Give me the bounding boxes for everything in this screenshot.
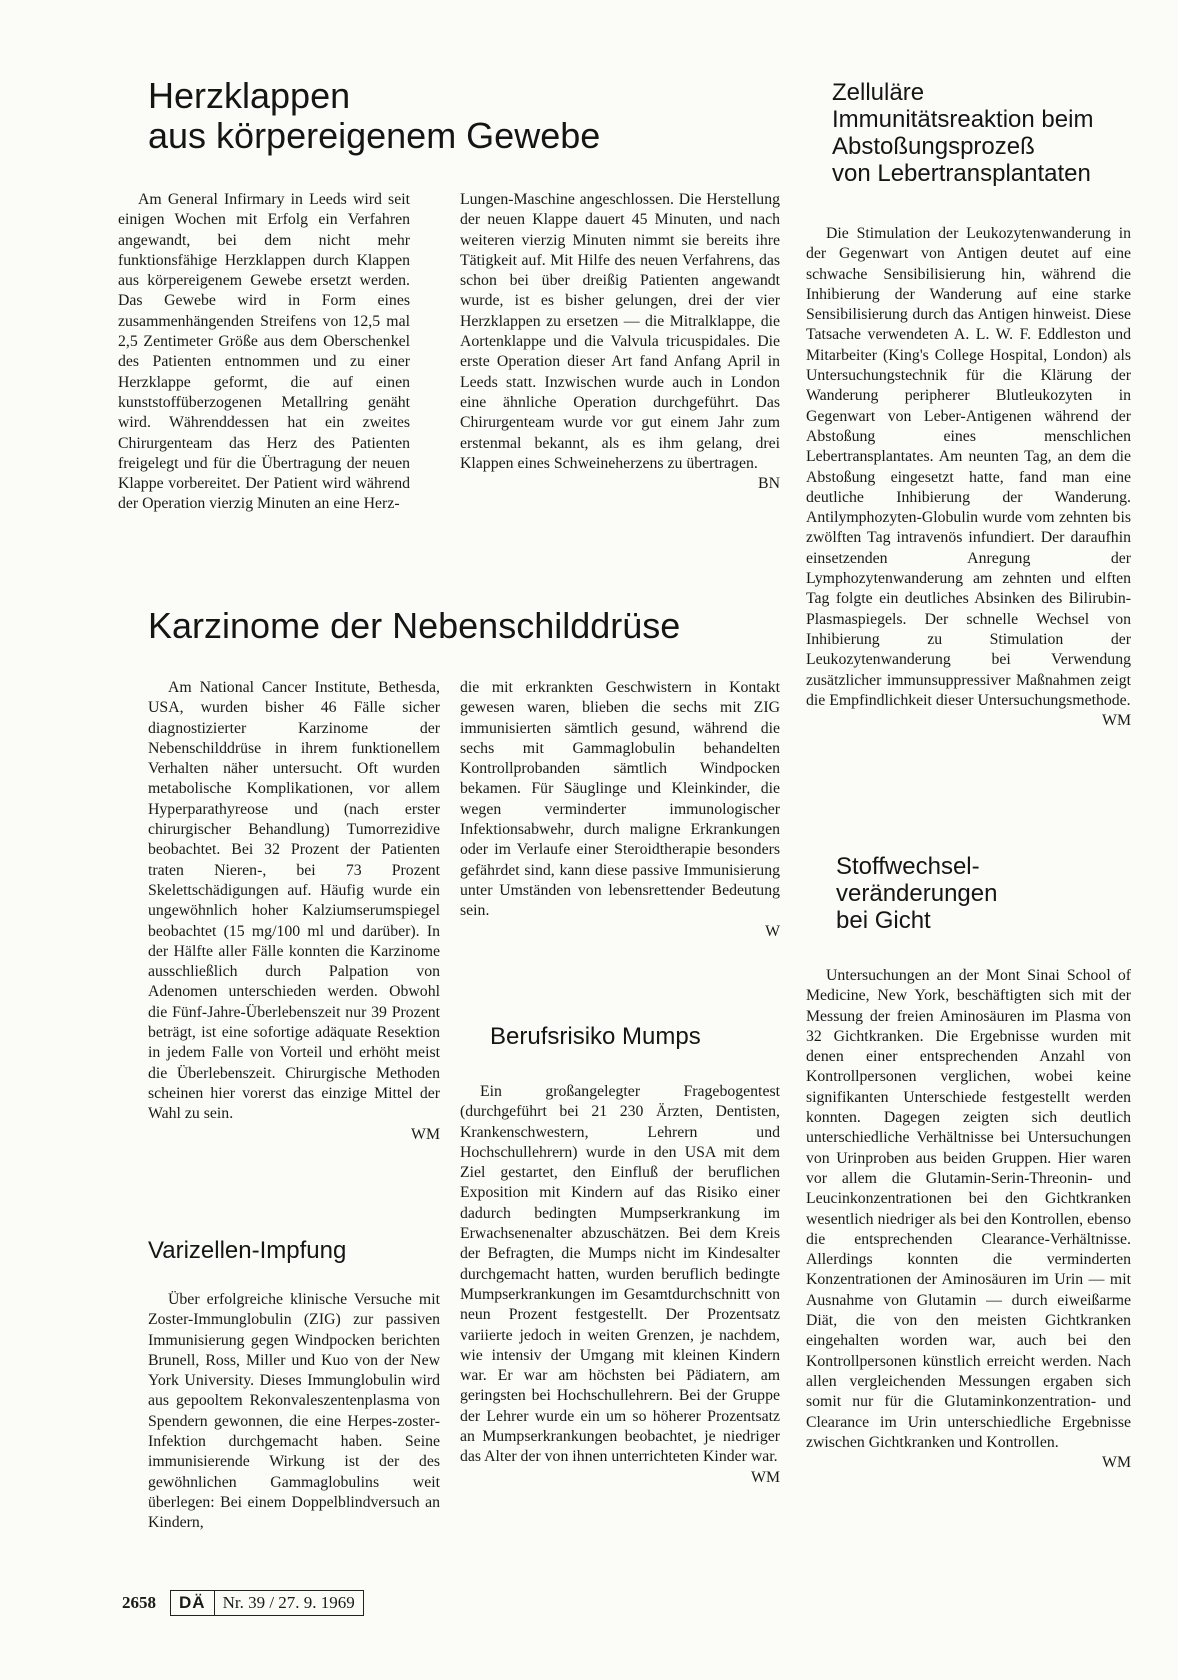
gicht-title-line3: bei Gicht (836, 906, 931, 934)
varizellen-text-1: Über erfolgreiche klinische Versuche mit Zoster-Immunglobulin (ZIG) zur passiven Immunisierung gegen Windpocken berichten Brunell, Ross, Miller und Kuo von der New York University. Dieses Immunglobulin wird aus gepooltem Rekonvaleszentenplasma von Spendern gewonnen, die eine Herpes-zoster-Infektion durchgemacht haben. Seine immunisierende Wirkung ist der des gewöhnlichen Gammaglobulins weit überlegen: Bei einem Doppelblindversuch an Kindern, (148, 1291, 440, 1532)
gicht-title-line1: Stoffwechsel- (836, 853, 980, 880)
herzklappen-text-2: Lungen-Maschine angeschlossen. Die Herstellung der neuen Klappe dauert 45 Minuten, und nach weiteren vierzig Minuten nimmt sie bereits ihre Tätigkeit auf. Mit Hilfe des neuen Verfahrens, das schon bei über dreißig Patienten angewandt wurde, ist es bisher gelungen, drei der vier Herzklappen zu ersetzen — die Mitralklappe, die Aortenklappe und die Valvula tricuspidales. Die erste Operation dieser Art fand Anfang April in Leeds statt. Inzwischen wurde auch in London eine ähnliche Operation durchgeführt. Das Chirurgenteam wurde vor gut einem Jahr zum erstenmal bekannt, als es ihm gelang, drei Klappen eines Schweineherzens zu übertragen. (460, 191, 780, 472)
herzklappen-column-2 (460, 190, 780, 494)
herzklappen-title-line1: Herzklappen (148, 75, 351, 116)
varizellen-column-2 (460, 678, 780, 942)
herzklappen-column-1 (118, 190, 410, 515)
immun-column (806, 224, 1131, 731)
page-number: 2658 (122, 1593, 156, 1612)
immun-title-line1: Zelluläre (832, 79, 925, 106)
gicht-text: Untersuchungen an der Mont Sinai School of Medicine, New York, beschäftigten sich mit der Messung der freien Aminosäuren im Plasma von 32 Gichtkranken. Die Ergebnisse wurden mit denen einer entsprechenden Anzahl von Kontrollpersonen verglichen, wobei keine signifikanten Unterschiede festgestellt werden konnten. Dagegen zeigten sich deutlich unterschiedliche Verhältnisse bei Untersuchungen von Urinproben aus beiden Gruppen. Hier waren vor allem die Glutamin-Serin-Threonin- und Leucinkonzentrationen bei den Gichtkranken wesentlich niedriger als bei den Kontrollen, ebenso die entsprechenden Clearance-Verhältnisse. Allerdings konnten die verminderten Konzentrationen der Aminosäuren im Urin — mit Ausnahme von Glutamin — durch eiweißarme Diät, die von den meisten Gichtkranken eingehalten worden war, auch bei den Kontrollpersonen künstlich erreicht werden. Nach allen vergleichenden Messungen ergaben sich somit nur für die Glutaminkonzentration- und Clearance im Urin unterschiedliche Ergebnisse zwischen Gichtkranken und Kontrollen. (806, 967, 1131, 1451)
journal-name: DÄ (171, 1591, 215, 1615)
varizellen-text-2: die mit erkrankten Geschwistern in Kontakt gewesen waren, blieben die sechs mit ZIG immunisierten sämtlich gesund, während die sechs mit Gammaglobulin behandelten Kontrollprobanden sämtlich Windpocken bekamen. Für Säuglinge und Kleinkinder, die wegen verminderter immunologischer Infektionsabwehr, durch maligne Erkrankungen oder im Verlaufe einer Steroidtherapie besonders gefährdet sind, kann diese passive Immunisierung unter Umständen von lebensrettender Bedeutung sein. (460, 679, 780, 920)
immun-signature: WM (1102, 712, 1131, 730)
immun-title-line2: Immunitätsreaktion beim (832, 105, 1094, 133)
mumps-title: Berufsrisiko Mumps (490, 1023, 701, 1050)
varizellen-column-1 (148, 1290, 440, 1534)
mumps-text: Ein großangelegter Fragebogentest (durchgeführt bei 21 230 Ärzten, Dentisten, Krankenschwestern, Lehrern und Hochschullehrern) wurde in den USA mit dem Ziel gestartet, den Einfluß der beruflichen Exposition mit Kindern auf das Risiko einer dadurch bedingten Mumpserkrankung im Erwachsenenalter abzuschätzen. Bei dem Kreis der Befragten, die Mumps nicht im Kindesalter durchgemacht hatten, wurden beruflich bedingte Mumpserkrankungen im Gesamtdurchschnitt von neun Prozent festgestellt. Der Prozentsatz variierte jedoch in weiten Grenzen, je nachdem, wie intensiv der Umgang mit kleinen Kindern war. Er war am höchsten bei Pädiatern, am geringsten bei Hochschullehrern. Bei der Gruppe der Lehrer wurde ein um so höherer Prozentsatz an Mumpserkrankungen beobachtet, je niedriger das Alter der von ihnen unterrichteten Kinder war. (460, 1083, 780, 1466)
immun-text: Die Stimulation der Leukozytenwanderung in der Gegenwart von Antigen deutet auf eine schwache Sensibilisierung hin, während die Inhibierung der Wanderung auf eine starke Sensibilisierung durch das Antigen hinweist. Diese Tatsache verwendeten A. L. W. F. Eddleston und Mitarbeiter (King's College Hospital, London) als Untersuchungstechnik für die Klärung der Wanderung peripherer Blutleukozyten in Gegenwart von Leber-Antigenen während der Abstoßung eines menschlichen Lebertransplantates. Am neunten Tag, an dem die Abstoßung eingesetzt hatte, fand man eine deutliche Inhibierung der Wanderung. Antilymphozyten-Globulin wurde vom zehnten bis zwölften Tag intravenös infundiert. Der daraufhin einsetzenden Anregung der Lymphozytenwanderung am zehnten und elften Tag folgte ein deutliches Absinken des Bilirubin-Plasmaspiegels. Der schnelle Wechsel von Inhibierung zu Stimulation der Leukozytenwanderung bei Verwendung zusätzlicher immunsuppressiver Maßnahmen zeigt die Empfindlichkeit dieser Untersuchungsmethode. (806, 225, 1131, 709)
gicht-headline (836, 854, 1076, 935)
karzinome-title: Karzinome der Nebenschilddrüse (148, 605, 681, 646)
page-footer (122, 1590, 364, 1616)
mumps-signature: WM (751, 1468, 780, 1486)
herzklappen-text-1: Am General Infirmary in Leeds wird seit einigen Wochen mit Erfolg ein Verfahren angewandt, bei dem nicht mehr funktionsfähige Herzklappen durch Klappen aus körpereigenem Gewebe ersetzt werden. Das Gewebe wird in Form eines zusammenhängenden Streifens von 12,5 mal 2,5 Zentimeter Größe aus dem Oberschenkel des Patienten entnommen und zu einer Herzklappe geformt, die auf einen kunststoffüberzogenen Metallring genäht wird. Währenddessen hat ein zweites Chirurgenteam das Herz des Patienten freigelegt und für die Übertragung der neuen Klappe vorbereitet. Der Patient wird während der Operation vierzig Minuten an eine Herz- (118, 191, 410, 513)
herzklappen-title-line2: aus körpereigenem Gewebe (148, 115, 601, 157)
karzinome-text: Am National Cancer Institute, Bethesda, USA, wurden bisher 46 Fälle sicher diagnostizierter Karzinome der Nebenschilddrüse in ihrem funktionellem Verhalten näher untersucht. Oft wurden metabolische Komplikationen, vor allem Hyperparathyreose und (nach erster chirurgischer Behandlung) Tumorrezidive beobachtet. Bei 32 Prozent der Patienten traten Nieren-, bei 73 Prozent Skelettschädigungen auf. Häufig wurde ein ungewöhnlich hoher Kalziumserumspiegel beobachtet (15 mg/100 ml und darüber). In der Hälfte aller Fälle konnten die Karzinome ausschließlich durch Palpation von Adenomen unterschieden werden. Obwohl die Fünf-Jahre-Überlebenszeit nur 39 Prozent beträgt, ist eine sofortige adäquate Resektion in jedem Falle von Vorteil und erhöht meist die Überlebenszeit. Chirurgische Methoden scheinen hier vorerst das einzige Mittel der Wahl zu sein. (148, 679, 440, 1123)
gicht-signature: WM (1102, 1454, 1131, 1472)
herzklappen-signature: BN (758, 475, 780, 493)
varizellen-title: Varizellen-Impfung (148, 1237, 347, 1264)
karzinome-column (148, 678, 440, 1145)
immun-title-line3: Abstoßungsprozeß (832, 132, 1035, 160)
immun-headline (832, 80, 1132, 188)
gicht-column (806, 966, 1131, 1473)
immun-title-line4: von Lebertransplantaten (832, 159, 1091, 187)
mumps-column (460, 1082, 780, 1488)
varizellen-signature: W (765, 922, 780, 940)
herzklappen-headline (148, 76, 668, 157)
issue-info: Nr. 39 / 27. 9. 1969 (222, 1593, 355, 1612)
karzinome-signature: WM (411, 1125, 440, 1143)
gicht-title-line2: veränderungen (836, 879, 998, 907)
journal-box (170, 1590, 364, 1616)
